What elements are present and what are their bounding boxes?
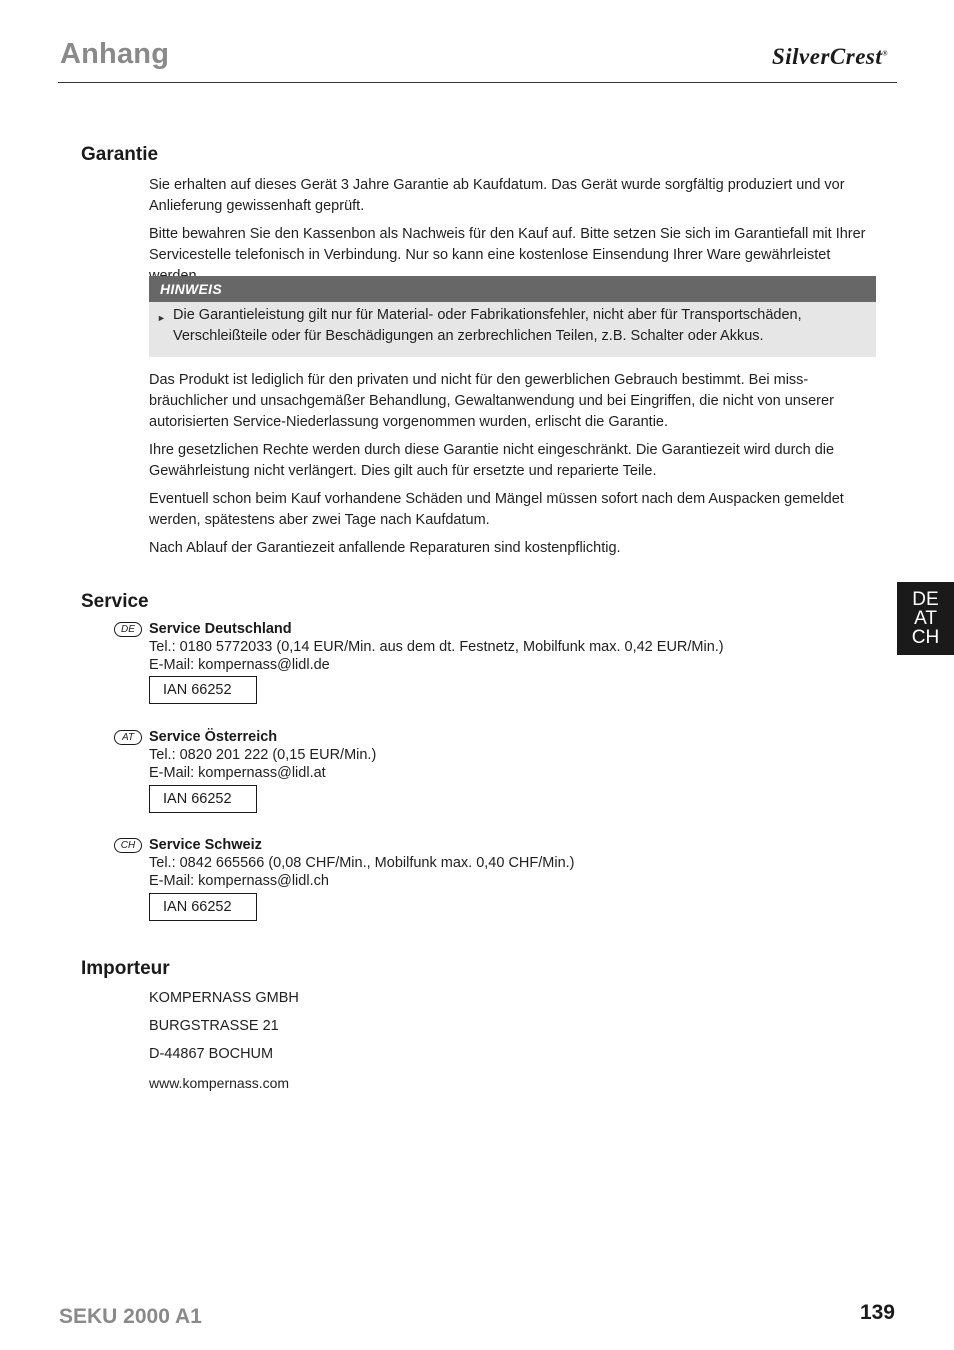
importeur-city: D-44867 BOCHUM xyxy=(149,1046,274,1062)
service-tel: Tel.: 0820 201 222 (0,15 EUR/Min.) xyxy=(149,747,377,763)
service-title: Service Schweiz xyxy=(149,837,262,853)
footer-model-number: SEKU 2000 A1 xyxy=(59,1305,202,1328)
bullet-arrow-icon: ► xyxy=(157,313,166,323)
service-entry-ch xyxy=(120,836,575,890)
hinweis-box xyxy=(149,276,876,357)
ian-box-at: IAN 66252 xyxy=(149,785,257,813)
hinweis-label: HINWEIS xyxy=(149,276,876,302)
garantie-conditions xyxy=(149,370,877,559)
service-heading: Service xyxy=(81,591,149,612)
service-tel: Tel.: 0842 665566 (0,08 CHF/Min., Mobilfunk max. 0,40 CHF/Min.) xyxy=(149,855,575,871)
service-email: E-Mail: kompernass@lidl.at xyxy=(149,765,326,781)
brand-name: SilverCrest xyxy=(771,44,883,69)
service-title: Service Deutschland xyxy=(149,621,292,637)
service-email: E-Mail: kompernass@lidl.ch xyxy=(149,873,329,889)
importeur-street: BURGSTRASSE 21 xyxy=(149,1018,279,1034)
service-entry-at xyxy=(121,728,377,782)
importeur-heading: Importeur xyxy=(81,958,170,979)
garantie-paragraph: Sie erhalten auf dieses Gerät 3 Jahre Garantie ab Kaufdatum. Das Gerät wurde sorgfältig produziert und vor Anlieferung gewissenhaft geprüft. xyxy=(149,177,845,214)
garantie-paragraph: Ihre gesetzlichen Rechte werden durch diese Garantie nicht eingeschränkt. Die Garantiezeit wird durch die Gewährleistung nicht verlängert. Dies gilt auch für ersetzte und reparierte Teile. xyxy=(149,442,835,479)
ian-box-ch: IAN 66252 xyxy=(149,893,257,921)
hinweis-text: Die Garantieleistung gilt nur für Material- oder Fabrikationsfehler, nicht aber für Transportschäden, Verschleißteile oder für Beschädigungen an zerbrechlichen Teilen, z.B. Schalter oder Akkus. xyxy=(173,307,802,344)
page-number: 139 xyxy=(859,1301,895,1324)
ian-box-de: IAN 66252 xyxy=(149,676,257,704)
importeur-company: KOMPERNASS GMBH xyxy=(149,990,299,1006)
language-code: AT xyxy=(914,608,937,629)
language-code: DE xyxy=(912,589,939,610)
country-badge-at: AT xyxy=(114,730,142,745)
registered-mark: ® xyxy=(882,49,888,58)
service-tel: Tel.: 0180 5772033 (0,14 EUR/Min. aus dem dt. Festnetz, Mobilfunk max. 0,42 EUR/Min.) xyxy=(149,639,724,655)
garantie-paragraph: Nach Ablauf der Garantiezeit anfallende Reparaturen sind kostenpflichtig. xyxy=(149,540,621,556)
service-email: E-Mail: kompernass@lidl.de xyxy=(149,657,330,673)
service-entry-de xyxy=(121,620,724,674)
garantie-paragraph: Eventuell schon beim Kauf vorhandene Schäden und Mängel müssen sofort nach dem Auspacken gemeldet werden, spätestens aber zwei Tage nach Kaufdatum. xyxy=(149,491,844,528)
language-tab xyxy=(897,582,954,655)
country-badge-ch: CH xyxy=(114,838,142,853)
hinweis-body xyxy=(149,302,876,347)
header-divider xyxy=(58,82,897,83)
garantie-heading: Garantie xyxy=(81,144,159,165)
country-badge-de: DE xyxy=(114,622,142,637)
brand-logo xyxy=(772,44,888,70)
page-title: Anhang xyxy=(60,38,170,70)
garantie-intro xyxy=(149,175,877,287)
garantie-paragraph: Bitte bewahren Sie den Kassenbon als Nachweis für den Kauf auf. Bitte setzen Sie sich im Garantiefall mit Ihrer Servicestelle telefonisch in Verbindung. Nur so kann eine kostenlose Einsendung Ihrer Ware gewährleistet xyxy=(149,226,866,263)
service-title: Service Österreich xyxy=(149,729,278,745)
importeur-website: www.kompernass.com xyxy=(149,1075,290,1091)
garantie-paragraph: Das Produkt ist lediglich für den privaten und nicht für den gewerblichen Gebrauch bestimmt. Bei miss-bräuchlicher und unsachgemäßer Behandlung, Gewaltanwendung und bei Eingriffen, die nicht von unserer autorisierten Service-Niederlassung vorgenommen wurden, erlischt die Garantie. xyxy=(149,372,834,430)
language-code: CH xyxy=(911,627,940,648)
